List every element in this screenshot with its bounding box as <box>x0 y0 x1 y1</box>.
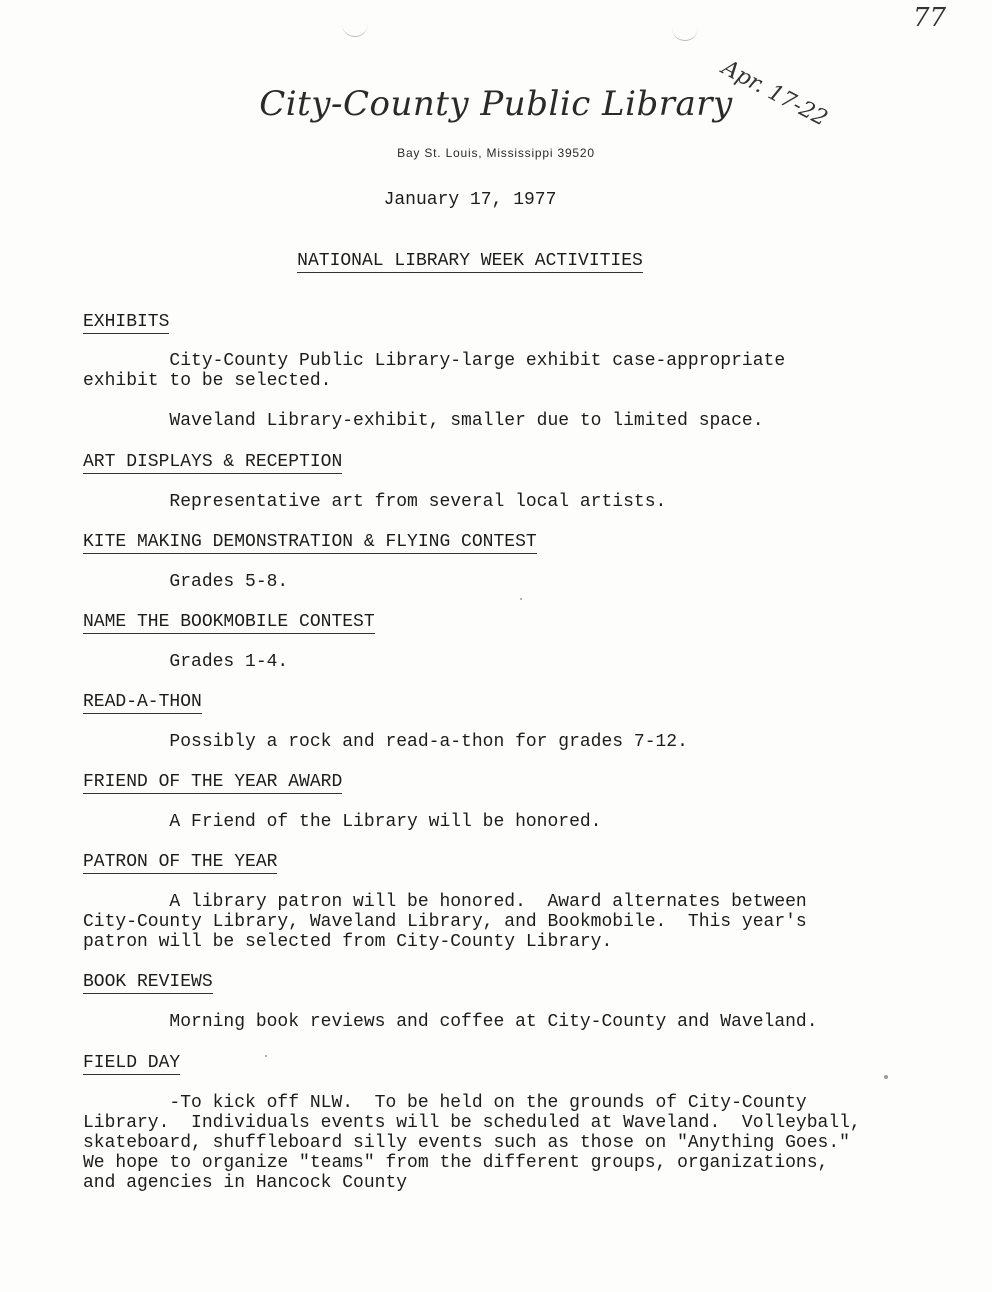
field-day-line-4: We hope to organize "teams" from the different groups, organizations, <box>83 1153 829 1173</box>
patron-of-the-year-line-3: patron will be selected from City-County Library. <box>83 932 613 952</box>
punch-hole-mark <box>672 26 698 41</box>
section-heading-art-displays: ART DISPLAYS & RECEPTION <box>83 452 343 472</box>
patron-of-the-year-line-2: City-County Library, Waveland Library, and Bookmobile. This year's <box>83 912 807 932</box>
friend-of-the-year-line-1: A Friend of the Library will be honored. <box>83 812 602 832</box>
handwritten-page-number: 77 <box>913 3 947 33</box>
letterhead-library-name: City-County Public Library <box>259 84 733 124</box>
exhibits-line-1: City-County Public Library-large exhibit case-appropriate <box>83 351 786 371</box>
document-title <box>0 251 940 271</box>
handwritten-date-note: Apr. 17-22 <box>717 55 832 132</box>
scan-speck <box>265 1055 267 1057</box>
field-day-line-2: Library. Individuals events will be scheduled at Waveland. Volleyball, <box>83 1113 861 1133</box>
section-heading-name-the-bookmobile: NAME THE BOOKMOBILE CONTEST <box>83 612 375 632</box>
punch-hole-mark <box>342 22 368 37</box>
section-heading-read-a-thon: READ-A-THON <box>83 692 202 712</box>
field-day-line-1: -To kick off NLW. To be held on the grounds of City-County <box>83 1093 807 1113</box>
scan-speck <box>520 598 522 600</box>
document-date: January 17, 1977 <box>383 190 557 210</box>
exhibits-line-2: exhibit to be selected. <box>83 371 332 391</box>
art-displays-line-1: Representative art from several local artists. <box>83 492 667 512</box>
field-day-line-5: and agencies in Hancock County <box>83 1173 408 1193</box>
document-title-text: NATIONAL LIBRARY WEEK ACTIVITIES <box>297 251 643 271</box>
name-the-bookmobile-line-1: Grades 1-4. <box>83 652 289 672</box>
section-heading-friend-of-the-year: FRIEND OF THE YEAR AWARD <box>83 772 343 792</box>
kite-making-line-1: Grades 5-8. <box>83 572 289 592</box>
read-a-thon-line-1: Possibly a rock and read-a-thon for grades 7-12. <box>83 732 688 752</box>
scan-speck <box>884 1075 888 1079</box>
section-heading-patron-of-the-year: PATRON OF THE YEAR <box>83 852 278 872</box>
section-heading-field-day: FIELD DAY <box>83 1053 181 1073</box>
book-reviews-line-1: Morning book reviews and coffee at City-County and Waveland. <box>83 1012 818 1032</box>
section-heading-book-reviews: BOOK REVIEWS <box>83 972 213 992</box>
letterhead-address: Bay St. Louis, Mississippi 39520 <box>397 146 595 160</box>
section-heading-exhibits: EXHIBITS <box>83 312 170 332</box>
patron-of-the-year-line-1: A library patron will be honored. Award alternates between <box>83 892 807 912</box>
field-day-line-3: skateboard, shuffleboard silly events such as those on "Anything Goes." <box>83 1133 850 1153</box>
section-heading-kite-making: KITE MAKING DEMONSTRATION & FLYING CONTEST <box>83 532 537 552</box>
exhibits-line-3: Waveland Library-exhibit, smaller due to limited space. <box>83 411 764 431</box>
